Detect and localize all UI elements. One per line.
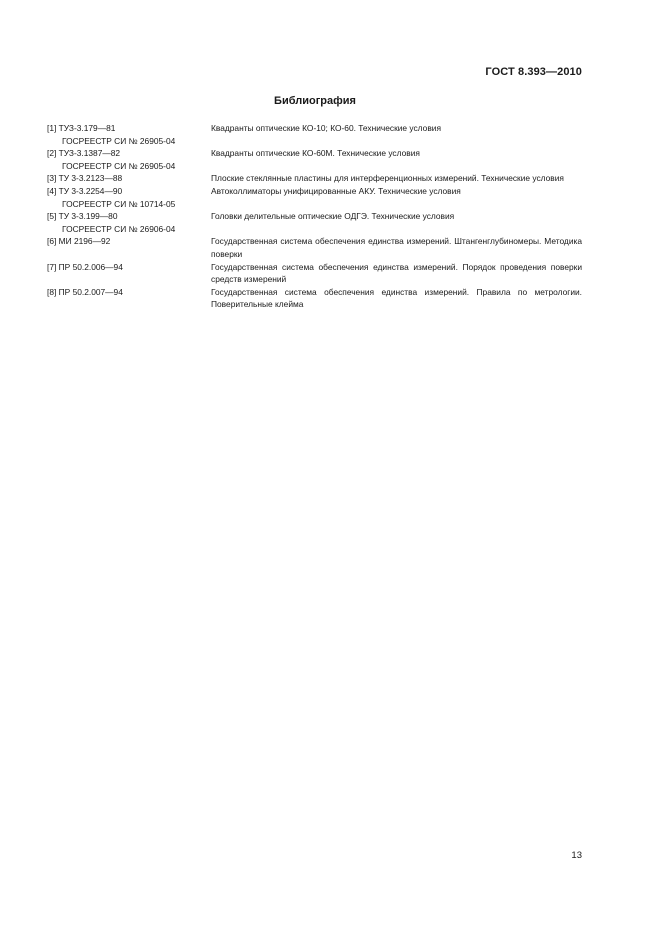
entry-document-cell xyxy=(47,210,211,235)
entry-document-cell xyxy=(47,172,211,185)
bibliography-list xyxy=(47,122,582,311)
bibliography-entry xyxy=(47,147,582,172)
entry-description: Головки делительные оптические ОДГЭ. Технические условия xyxy=(211,211,455,222)
entry-document-cell xyxy=(47,122,211,147)
entry-ref-number: [5] xyxy=(47,211,57,222)
entry-registry-line: ГОСРЕЕСТР СИ № 26906-04 xyxy=(62,223,176,234)
entry-ref-line xyxy=(47,286,211,299)
entry-ref-number: [1] xyxy=(47,123,57,133)
bibliography-entry xyxy=(47,185,582,210)
entry-description: Квадранты оптические КО-60М. Технические условия xyxy=(211,148,420,159)
entry-document-code: ТУ 3-3.199—80 xyxy=(58,211,118,222)
entry-registry-line: ГОСРЕЕСТР СИ № 26905-04 xyxy=(62,160,176,171)
page-title: Библиография xyxy=(274,95,356,107)
entry-registry-line: ГОСРЕЕСТР СИ № 26905-04 xyxy=(62,135,176,146)
entry-ref-number: [7] xyxy=(47,261,57,272)
bibliography-entry xyxy=(47,235,582,260)
standard-code: ГОСТ 8.393—2010 xyxy=(485,66,582,78)
entry-description: Государственная система обеспечения единства измерений. Правила по метрологии. Поверительные клейма xyxy=(211,286,582,310)
entry-description: Автоколлиматоры унифицированные АКУ. Технические условия xyxy=(211,185,461,196)
entry-ref-line xyxy=(47,210,211,223)
entry-ref-line xyxy=(47,261,211,274)
entry-ref-number: [2] xyxy=(47,148,57,159)
entry-document-code: ПР 50.2.006—94 xyxy=(58,261,123,272)
bibliography-entry xyxy=(47,286,582,311)
bibliography-entry xyxy=(47,210,582,235)
entry-document-code: ПР 50.2.007—94 xyxy=(58,286,123,297)
bibliography-entry xyxy=(47,172,582,185)
entry-document-cell xyxy=(47,147,211,172)
entry-ref-line xyxy=(47,185,211,198)
entry-document-cell xyxy=(47,235,211,260)
entry-document-code: ТУ 3-3.2254—90 xyxy=(58,185,123,196)
entry-description: Квадранты оптические КО-10; КО-60. Технические условия xyxy=(211,123,441,133)
entry-document-cell xyxy=(47,286,211,311)
entry-document-code: ТУЗ-3.179—81 xyxy=(58,123,116,133)
entry-document-code: ТУЗ-3.1387—82 xyxy=(58,148,121,159)
entry-ref-number: [3] xyxy=(47,173,57,184)
entry-description: Государственная система обеспечения единства измерений. Штангенглубиномеры. Методика поверки xyxy=(211,236,582,259)
entry-ref-number: [6] xyxy=(47,236,57,247)
entry-ref-line xyxy=(47,122,211,135)
entry-registry-line: ГОСРЕЕСТР СИ № 10714-05 xyxy=(62,198,176,209)
entry-description: Государственная система обеспечения единства измерений. Порядок проведения поверки средств измерений xyxy=(211,261,582,285)
entry-document-code: ТУ 3-3.2123—88 xyxy=(58,173,123,184)
page-number: 13 xyxy=(571,850,582,861)
entry-ref-line xyxy=(47,147,211,160)
entry-ref-line xyxy=(47,172,211,185)
entry-ref-number: [8] xyxy=(47,286,57,297)
entry-ref-number: [4] xyxy=(47,185,57,196)
entry-document-cell xyxy=(47,185,211,210)
entry-description: Плоские стеклянные пластины для интерференционных измерений. Технические условия xyxy=(211,173,564,184)
entry-document-cell xyxy=(47,261,211,286)
entry-document-code: МИ 2196—92 xyxy=(58,236,111,247)
bibliography-entry xyxy=(47,261,582,286)
bibliography-entry xyxy=(47,122,582,147)
entry-ref-line xyxy=(47,235,211,248)
